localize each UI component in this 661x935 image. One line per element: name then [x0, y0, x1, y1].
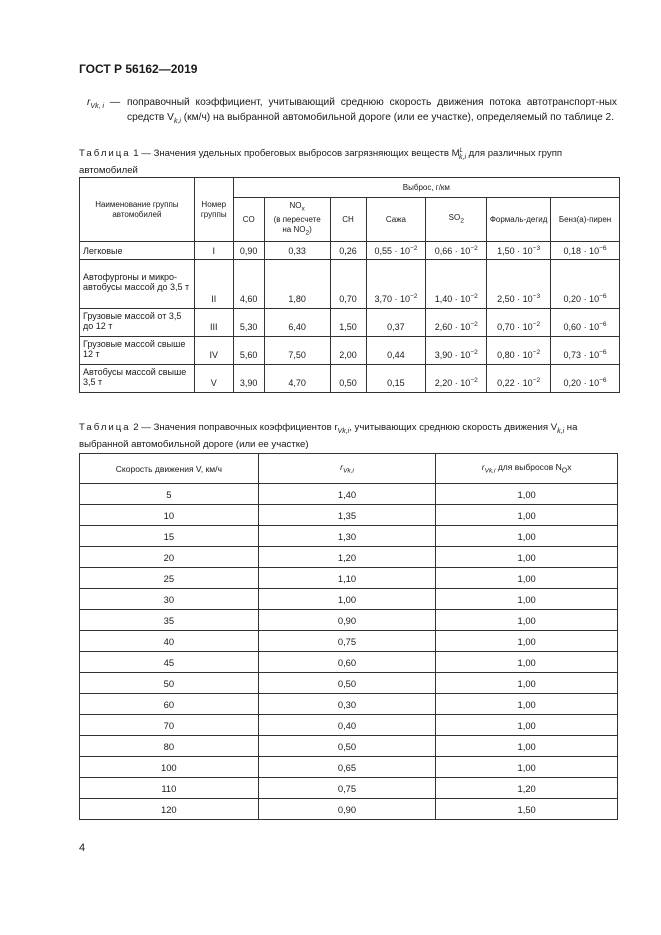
- table1-head-co: CO: [233, 198, 264, 242]
- table1-cell-nox: 1,80: [264, 260, 330, 309]
- table1: [79, 177, 620, 393]
- table1-cell-co: 5,30: [233, 309, 264, 337]
- table1-head-so2: $SO_2$: [426, 198, 487, 242]
- table2-cell-r: 0,50: [258, 736, 436, 757]
- table1-cell-co: 5,60: [233, 337, 264, 365]
- table1-head-ch: CH: [330, 198, 366, 242]
- table2-cell-speed: 30: [80, 589, 259, 610]
- table2-head-r: $r_{Vk,i}$: [258, 454, 436, 484]
- table1-caption: Таблица 1 — Значения удельных пробеговых выбросов загрязняющих веществ $M^L_{k,i}$ для различных групп автомобилей: [79, 148, 563, 177]
- table2-caption: Таблица 2 — Значения поправочных коэффициентов $r_{Vk,i}$, учитывающих среднюю скорость движения $V_{k,i}$ на выбранной автомобильной дороге (или ее участке): [79, 422, 578, 450]
- table2-cell-speed: 35: [80, 610, 259, 631]
- table1-cell-name: Автобусы массой свыше 3,5 т: [80, 365, 195, 393]
- table2-cell-r-nox: 1,00: [436, 589, 618, 610]
- definition-dash: —: [110, 97, 121, 108]
- table1-cell-form: $2,50 \cdot 10^{-3}$: [487, 260, 551, 309]
- definition-text: поправочный коэффициент, учитывающий среднюю скорость движения потока автотранспорт-ных средств $V_{k,i}$ (км/ч) на выбранной автомобильной дороге (или ее участке), определяемый по таблице 2.: [127, 97, 617, 125]
- table1-cell-nox: 4,70: [264, 365, 330, 393]
- table2-cell-r-nox: 1,00: [436, 568, 618, 589]
- table2-cell-r: 0,40: [258, 715, 436, 736]
- table1-cell-num: I: [194, 242, 233, 260]
- table2-row: [80, 694, 618, 715]
- table2-cell-speed: 20: [80, 547, 259, 568]
- table1-cell-name: Автофургоны и микро-автобусы массой до 3,5 т: [80, 260, 195, 309]
- table2-cell-r-nox: 1,00: [436, 652, 618, 673]
- table2-cell-speed: 100: [80, 757, 259, 778]
- table2-cell-r-nox: 1,50: [436, 799, 618, 820]
- table1-cell-soot: 0,37: [366, 309, 426, 337]
- table1-cell-co: 4,60: [233, 260, 264, 309]
- table2-cell-r-nox: 1,00: [436, 484, 618, 505]
- table1-cell-form: $0,80 \cdot 10^{-2}$: [487, 337, 551, 365]
- table2-row: [80, 757, 618, 778]
- table1-head-benzpyrene: Бенз(а)-пирен: [551, 198, 620, 242]
- table1-cell-so2: $3,90 \cdot 10^{-2}$: [426, 337, 487, 365]
- table1-cell-soot: $0,55 \cdot 10^{-2}$: [366, 242, 426, 260]
- table2-cell-r: 1,35: [258, 505, 436, 526]
- table1-cell-name: Грузовые массой от 3,5 до 12 т: [80, 309, 195, 337]
- table2-row: [80, 715, 618, 736]
- table1-cell-name: Легковые: [80, 242, 195, 260]
- page-number: 4: [79, 842, 86, 854]
- table2-cell-speed: 45: [80, 652, 259, 673]
- table2-cell-speed: 60: [80, 694, 259, 715]
- table2-cell-r: 1,10: [258, 568, 436, 589]
- table1-cell-num: IV: [194, 337, 233, 365]
- table2-row: [80, 505, 618, 526]
- table1-cell-form: $0,22 \cdot 10^{-2}$: [487, 365, 551, 393]
- table1-cell-so2: $2,60 \cdot 10^{-2}$: [426, 309, 487, 337]
- document-header: ГОСТ Р 56162—2019: [79, 62, 198, 76]
- table1-cell-nox: 0,33: [264, 242, 330, 260]
- table1-head-num: Номер группы: [194, 178, 233, 242]
- table2-row: [80, 568, 618, 589]
- table2-row: [80, 547, 618, 568]
- table2-cell-r: 0,60: [258, 652, 436, 673]
- table1-row: [80, 365, 620, 393]
- table2-cell-r: 0,75: [258, 778, 436, 799]
- table1-cell-nox: 6,40: [264, 309, 330, 337]
- table2-cell-r-nox: 1,00: [436, 715, 618, 736]
- table2-cell-r: 1,20: [258, 547, 436, 568]
- table2-row: [80, 799, 618, 820]
- table2-head-r-nox: $r_{Vk,i}$ для выбросов $N_Ox$: [436, 454, 618, 484]
- table1-cell-benz: $0,20 \cdot 10^{-6}$: [551, 365, 620, 393]
- table1-cell-benz: $0,73 \cdot 10^{-6}$: [551, 337, 620, 365]
- table1-cell-form: $0,70 \cdot 10^{-2}$: [487, 309, 551, 337]
- table1-cell-benz: $0,18 \cdot 10^{-6}$: [551, 242, 620, 260]
- table2-row: [80, 484, 618, 505]
- table1-cell-co: 3,90: [233, 365, 264, 393]
- table1-cell-so2: $0,66 \cdot 10^{-2}$: [426, 242, 487, 260]
- table2-cell-r: 0,75: [258, 631, 436, 652]
- table2-cell-r: 1,00: [258, 589, 436, 610]
- table1-head-group: Наименование группы автомобилей: [80, 178, 195, 242]
- table2-cell-r-nox: 1,00: [436, 736, 618, 757]
- table2-cell-r-nox: 1,00: [436, 757, 618, 778]
- table1-head-soot: Сажа: [366, 198, 426, 242]
- table2-cell-r-nox: 1,00: [436, 505, 618, 526]
- table1-cell-name: Грузовые массой свыше 12 т: [80, 337, 195, 365]
- table2-cell-speed: 80: [80, 736, 259, 757]
- table2-cell-r-nox: 1,00: [436, 610, 618, 631]
- table2-cell-r-nox: 1,00: [436, 526, 618, 547]
- table1-row: [80, 337, 620, 365]
- table2-row: [80, 673, 618, 694]
- table2-cell-speed: 120: [80, 799, 259, 820]
- table2-row: [80, 652, 618, 673]
- table1-cell-nox: 7,50: [264, 337, 330, 365]
- table1-cell-benz: $0,20 \cdot 10^{-6}$: [551, 260, 620, 309]
- table2-cell-r: 0,90: [258, 799, 436, 820]
- table2-cell-r-nox: 1,20: [436, 778, 618, 799]
- table2-row: [80, 736, 618, 757]
- table1-head-emission: Выброс, г/км: [233, 178, 619, 198]
- table1-cell-soot: $3,70 \cdot 10^{-2}$: [366, 260, 426, 309]
- table1-cell-form: $1,50 \cdot 10^{-3}$: [487, 242, 551, 260]
- table1-cell-benz: $0,60 \cdot 10^{-6}$: [551, 309, 620, 337]
- table1-cell-soot: 0,15: [366, 365, 426, 393]
- table1-cell-num: II: [194, 260, 233, 309]
- table2-cell-speed: 70: [80, 715, 259, 736]
- table1-row: [80, 260, 620, 309]
- table2-cell-speed: 5: [80, 484, 259, 505]
- table1-cell-ch: 2,00: [330, 337, 366, 365]
- table2-cell-speed: 110: [80, 778, 259, 799]
- table2-row: [80, 778, 618, 799]
- table1-head-nox: $NO_x$ (в пересчете на $NO_2$): [264, 198, 330, 242]
- table1-row: [80, 242, 620, 260]
- table2-cell-r: 1,30: [258, 526, 436, 547]
- definition-symbol: $r_{Vk, i}$: [87, 97, 105, 111]
- table2-cell-r-nox: 1,00: [436, 673, 618, 694]
- table2-row: [80, 610, 618, 631]
- table2: [79, 453, 618, 820]
- table2-cell-r: 0,30: [258, 694, 436, 715]
- table2-cell-r-nox: 1,00: [436, 694, 618, 715]
- table2-row: [80, 589, 618, 610]
- table2-cell-speed: 40: [80, 631, 259, 652]
- table2-row: [80, 631, 618, 652]
- table1-cell-num: V: [194, 365, 233, 393]
- table2-cell-r-nox: 1,00: [436, 547, 618, 568]
- table2-cell-speed: 50: [80, 673, 259, 694]
- table1-cell-ch: 0,70: [330, 260, 366, 309]
- table2-cell-speed: 15: [80, 526, 259, 547]
- table1-cell-so2: $2,20 \cdot 10^{-2}$: [426, 365, 487, 393]
- table2-cell-r: 1,40: [258, 484, 436, 505]
- table2-cell-speed: 25: [80, 568, 259, 589]
- table1-cell-so2: $1,40 \cdot 10^{-2}$: [426, 260, 487, 309]
- table2-cell-r: 0,50: [258, 673, 436, 694]
- table1-cell-ch: 1,50: [330, 309, 366, 337]
- table1-head-formaldehyde: Формаль-дегид: [487, 198, 551, 242]
- table2-cell-r: 0,90: [258, 610, 436, 631]
- table2-cell-speed: 10: [80, 505, 259, 526]
- table1-cell-num: III: [194, 309, 233, 337]
- table1-row: [80, 309, 620, 337]
- table1-cell-ch: 0,50: [330, 365, 366, 393]
- table2-cell-r-nox: 1,00: [436, 631, 618, 652]
- table2-head-speed: Скорость движения V, км/ч: [80, 454, 259, 484]
- table1-cell-co: 0,90: [233, 242, 264, 260]
- table2-row: [80, 526, 618, 547]
- table1-cell-soot: 0,44: [366, 337, 426, 365]
- table2-cell-r: 0,65: [258, 757, 436, 778]
- table1-cell-ch: 0,26: [330, 242, 366, 260]
